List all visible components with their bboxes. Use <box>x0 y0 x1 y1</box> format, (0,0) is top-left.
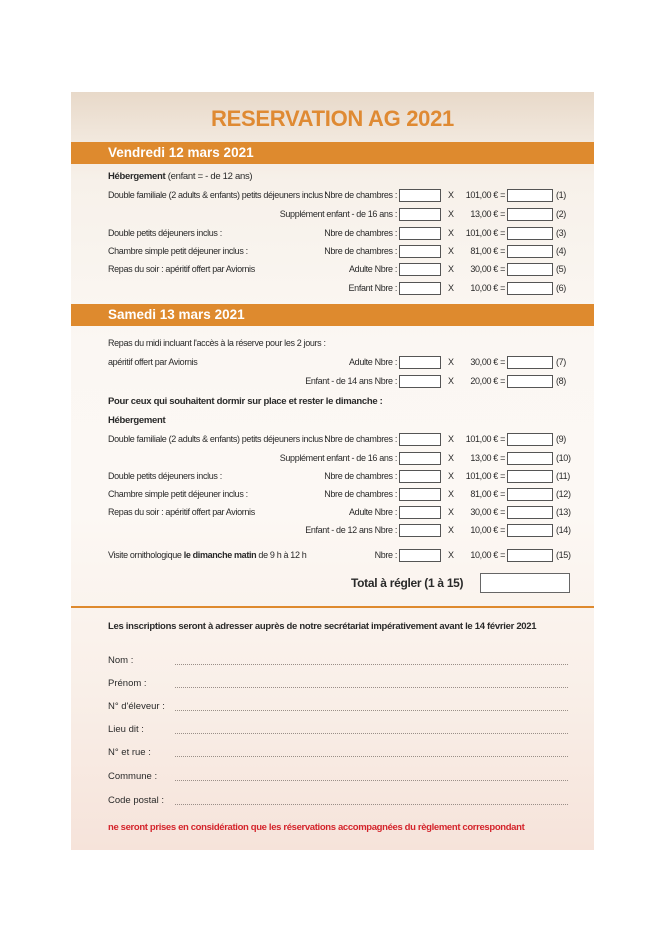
quantity-input-11[interactable] <box>399 470 441 483</box>
heading-note: (enfant = - de 12 ans) <box>165 171 253 182</box>
row-description: Chambre simple petit déjeuner inclus : <box>108 246 248 256</box>
multiply-sign: X <box>448 228 454 238</box>
visit-text: Visite ornithologique <box>108 550 184 560</box>
field-label: Prénom : <box>108 678 147 689</box>
unit-price: 101,00 € = <box>465 228 505 238</box>
line-number: (1) <box>556 190 566 200</box>
quantity-label: Supplément enfant - de 16 ans : <box>279 453 397 463</box>
unit-price: 30,00 € = <box>470 357 505 367</box>
quantity-label: Nbre de chambres : <box>324 228 397 238</box>
lunch-intro <box>71 336 594 350</box>
field-label: Nom : <box>108 655 134 666</box>
quantity-input-2[interactable] <box>399 208 441 221</box>
multiply-sign: X <box>448 283 454 293</box>
quantity-label: Nbre de chambres : <box>324 434 397 444</box>
subtotal-input-4[interactable] <box>507 245 553 258</box>
field-label: N° et rue : <box>108 747 151 758</box>
breeder-number-field[interactable] <box>108 700 568 714</box>
multiply-sign: X <box>448 264 454 274</box>
line-number: (2) <box>556 209 566 219</box>
section-divider <box>71 606 594 608</box>
subtotal-input-14[interactable] <box>507 524 553 537</box>
table-row <box>71 548 594 562</box>
line-number: (13) <box>556 507 571 517</box>
row-description: Double petits déjeuners inclus : <box>108 471 222 481</box>
quantity-input-10[interactable] <box>399 452 441 465</box>
table-row <box>71 262 594 276</box>
line-number: (11) <box>556 471 570 481</box>
row-description: Repas du soir : apéritif offert par Aviornis <box>108 507 255 517</box>
unit-price: 10,00 € = <box>470 525 505 535</box>
postal-code-field[interactable] <box>108 794 568 808</box>
multiply-sign: X <box>448 471 454 481</box>
quantity-input-15[interactable] <box>399 549 441 562</box>
line-number: (6) <box>556 283 566 293</box>
line-number: (15) <box>556 550 571 560</box>
quantity-input-13[interactable] <box>399 506 441 519</box>
table-row <box>71 523 594 537</box>
quantity-input-8[interactable] <box>399 375 441 388</box>
line-number: (7) <box>556 357 566 367</box>
multiply-sign: X <box>448 489 454 499</box>
subtotal-input-3[interactable] <box>507 227 553 240</box>
total-label: Total à régler (1 à 15) <box>351 576 464 590</box>
quantity-label: Enfant - de 12 ans Nbre : <box>305 525 397 535</box>
multiply-sign: X <box>448 434 454 444</box>
field-label: N° d'éleveur : <box>108 701 165 712</box>
quantity-label: Adulte Nbre : <box>349 357 397 367</box>
friday-band: Vendredi 12 mars 2021 <box>71 142 594 164</box>
multiply-sign: X <box>448 550 454 560</box>
dotted-input-line[interactable] <box>175 664 568 665</box>
unit-price: 101,00 € = <box>465 190 505 200</box>
quantity-input-1[interactable] <box>399 189 441 202</box>
field-label: Commune : <box>108 771 158 782</box>
multiply-sign: X <box>448 246 454 256</box>
saturday-band: Samedi 13 mars 2021 <box>71 304 594 326</box>
row-description: Double familiale (2 adults & enfants) petits déjeuners inclus : <box>108 190 328 200</box>
multiply-sign: X <box>448 190 454 200</box>
subtotal-input-10[interactable] <box>507 452 553 465</box>
table-row <box>71 505 594 519</box>
subtotal-input-2[interactable] <box>507 208 553 221</box>
multiply-sign: X <box>448 525 454 535</box>
visit-time: de 9 h à 12 h <box>256 550 307 560</box>
row-description: apéritif offert par Aviornis <box>108 357 198 367</box>
dotted-input-line[interactable] <box>175 780 568 781</box>
quantity-input-7[interactable] <box>399 356 441 369</box>
dotted-input-line[interactable] <box>175 733 568 734</box>
line-number: (9) <box>556 434 566 444</box>
stay-heading: Pour ceux qui souhaitent dormir sur place et rester le dimanche : <box>108 396 383 407</box>
lodging-heading: Hébergement <box>108 415 166 426</box>
deadline-notice: Les inscriptions seront à adresser auprès de notre secrétariat impérativement avant le 14 février 2021 <box>108 621 537 632</box>
unit-price: 13,00 € = <box>470 453 505 463</box>
quantity-input-9[interactable] <box>399 433 441 446</box>
form-title: RESERVATION AG 2021 <box>211 106 454 131</box>
table-row <box>71 487 594 501</box>
quantity-input-14[interactable] <box>399 524 441 537</box>
line-number: (8) <box>556 376 566 386</box>
quantity-label: Nbre de chambres : <box>324 190 397 200</box>
line-number: (10) <box>556 453 571 463</box>
multiply-sign: X <box>448 453 454 463</box>
unit-price: 30,00 € = <box>470 507 505 517</box>
quantity-label: Nbre : <box>374 550 397 560</box>
unit-price: 81,00 € = <box>470 246 505 256</box>
row-description: Repas du soir : apéritif offert par Aviornis <box>108 264 255 274</box>
unit-price: 81,00 € = <box>470 489 505 499</box>
unit-price: 20,00 € = <box>470 376 505 386</box>
table-row <box>71 355 594 369</box>
multiply-sign: X <box>448 357 454 367</box>
table-row <box>71 226 594 240</box>
subtotal-input-15[interactable] <box>507 549 553 562</box>
subtotal-input-13[interactable] <box>507 506 553 519</box>
line-number: (14) <box>556 525 571 535</box>
dotted-input-line[interactable] <box>175 687 568 688</box>
quantity-label: Enfant Nbre : <box>348 283 397 293</box>
quantity-input-6[interactable] <box>399 282 441 295</box>
payment-warning: ne seront prises en considération que les réservations accompagnées du règlement correspondant <box>108 822 525 833</box>
unit-price: 13,00 € = <box>470 209 505 219</box>
row-description: Double petits déjeuners inclus : <box>108 228 222 238</box>
unit-price: 10,00 € = <box>470 550 505 560</box>
subtotal-input-1[interactable] <box>507 189 553 202</box>
table-row <box>71 469 594 483</box>
dotted-input-line[interactable] <box>175 710 568 711</box>
name-field[interactable] <box>108 654 568 668</box>
subtotal-input-11[interactable] <box>507 470 553 483</box>
unit-price: 101,00 € = <box>465 471 505 481</box>
unit-price: 30,00 € = <box>470 264 505 274</box>
quantity-input-5[interactable] <box>399 263 441 276</box>
row-description: Chambre simple petit déjeuner inclus : <box>108 489 248 499</box>
quantity-label: Nbre de chambres : <box>324 471 397 481</box>
multiply-sign: X <box>448 209 454 219</box>
subtotal-input-8[interactable] <box>507 375 553 388</box>
subtotal-input-6[interactable] <box>507 282 553 295</box>
reservation-form <box>71 92 594 850</box>
field-label: Code postal : <box>108 795 164 806</box>
table-row <box>71 281 594 295</box>
quantity-input-12[interactable] <box>399 488 441 501</box>
dotted-input-line[interactable] <box>175 804 568 805</box>
subtotal-input-5[interactable] <box>507 263 553 276</box>
town-field[interactable] <box>108 770 568 784</box>
table-row <box>71 432 594 446</box>
unit-price: 101,00 € = <box>465 434 505 444</box>
multiply-sign: X <box>448 376 454 386</box>
table-row <box>71 244 594 258</box>
quantity-label: Supplément enfant - de 16 ans : <box>279 209 397 219</box>
quantity-input-3[interactable] <box>399 227 441 240</box>
heading-bold: Hébergement <box>108 171 166 182</box>
quantity-label: Nbre de chambres : <box>324 246 397 256</box>
total-input[interactable] <box>480 573 570 593</box>
visit-text-bold: le dimanche matin <box>183 550 257 560</box>
quantity-label: Adulte Nbre : <box>349 264 397 274</box>
quantity-label: Adulte Nbre : <box>349 507 397 517</box>
friday-lodging-heading <box>108 170 252 184</box>
table-row <box>71 451 594 465</box>
locality-field[interactable] <box>108 723 568 737</box>
dotted-input-line[interactable] <box>175 756 568 757</box>
subtotal-input-7[interactable] <box>507 356 553 369</box>
table-row <box>71 374 594 388</box>
multiply-sign: X <box>448 507 454 517</box>
line-number: (4) <box>556 246 566 256</box>
line-number: (12) <box>556 489 571 499</box>
field-label: Lieu dit : <box>108 724 144 735</box>
subtotal-input-12[interactable] <box>507 488 553 501</box>
quantity-label: Enfant - de 14 ans Nbre : <box>305 376 397 386</box>
table-row <box>71 207 594 221</box>
subtotal-input-9[interactable] <box>507 433 553 446</box>
quantity-label: Nbre de chambres : <box>324 489 397 499</box>
row-description <box>108 548 306 562</box>
table-row <box>71 188 594 202</box>
line-number: (5) <box>556 264 566 274</box>
street-field[interactable] <box>108 746 568 760</box>
unit-price: 10,00 € = <box>470 283 505 293</box>
lunch-description: Repas du midi incluant l'accès à la réserve pour les 2 jours : <box>108 338 326 348</box>
row-description: Double familiale (2 adults & enfants) petits déjeuners inclus : <box>108 434 328 444</box>
quantity-input-4[interactable] <box>399 245 441 258</box>
firstname-field[interactable] <box>108 677 568 691</box>
line-number: (3) <box>556 228 566 238</box>
